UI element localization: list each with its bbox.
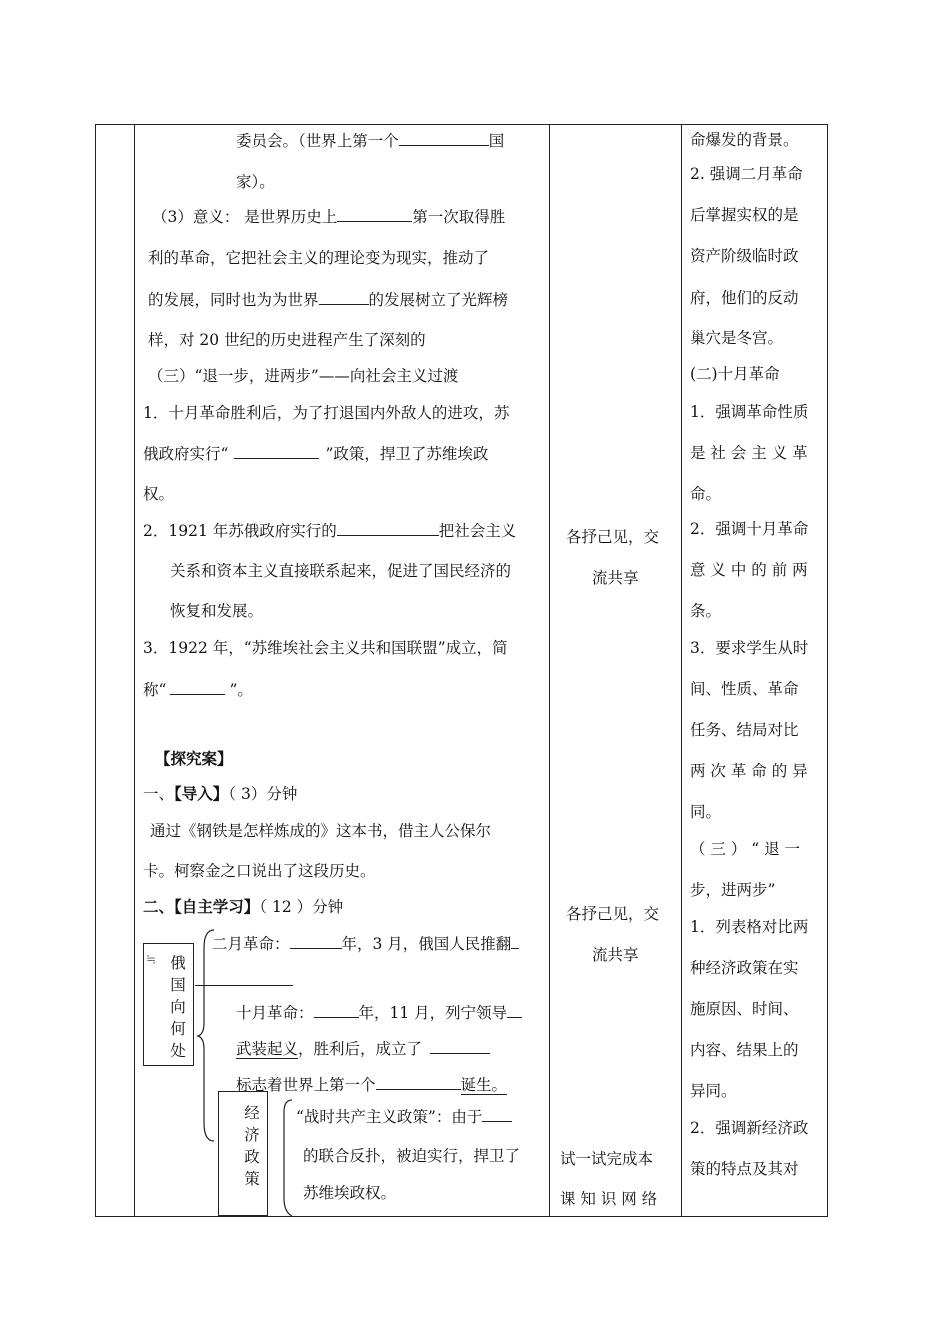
note-line: 间、性质、革命 (690, 680, 799, 698)
war-communism-line: “战时共产主义政策”：由于 (296, 1106, 512, 1127)
activity-text: 流共享 (592, 946, 639, 964)
feb-revolution-line: 二月革命： 年，3 月，俄国人民推翻 (212, 933, 519, 954)
note-line: 2．强调新经济政 (690, 1119, 809, 1137)
note-line: 命爆发的背景。 (690, 131, 799, 149)
text-line: 的发展，同时也为为世界 的发展树立了光辉榜 (148, 291, 509, 309)
activity-text: 各抒己见，交 (566, 905, 660, 923)
section-heading: （三）“退一步，进两步”——向社会主义过渡 (148, 367, 459, 385)
text-line: 卡。柯察金之口说出了这段历史。 (143, 862, 376, 880)
text-line: 俄政府实行“ ”政策，捍卫了苏维埃政 (143, 445, 489, 463)
text-line: 利的革命，它把社会主义的理论变为现实，推动了 (148, 249, 490, 267)
note-line: 3．要求学生从时 (690, 639, 809, 657)
blank-line (195, 985, 293, 986)
note-line: 资产阶级临时政 (690, 247, 799, 265)
text-line: 2．1921 年苏俄政府实行的 把社会主义 (143, 522, 517, 540)
text-line: 称“ ”。 (143, 681, 253, 699)
text-line: 通过《钢铁是怎样炼成的》这本书，借主人公保尔 (150, 822, 492, 840)
note-line: 同。 (690, 803, 722, 821)
note-line: 种经济政策在实 (690, 959, 799, 977)
text-line: （3）意义： 是世界历史上 第一次取得胜 (152, 208, 506, 226)
box-russia-direction-label: 俄国向何处 (170, 954, 186, 1060)
note-line: （ 三 ） “ 退 一 (690, 840, 801, 858)
mark-line: 标志着世界上第一个 诞生。 (236, 1076, 508, 1094)
note-line: 施原因、时间、 (690, 1000, 799, 1018)
activity-text: 流共享 (592, 569, 639, 587)
text-line: 委员会。（世界上第一个 国 (236, 132, 505, 150)
war-communism-line-2: 的联合反扑，被迫实行，捍卫了 (303, 1147, 521, 1165)
note-line: 1．强调革命性质 (690, 403, 809, 421)
note-line: 2. 强调二月革命 (690, 165, 803, 183)
brace-economic (278, 1098, 294, 1218)
note-line: 内容、结果上的 (690, 1041, 799, 1059)
section-title-tanjiu: 【探究案】 (155, 750, 233, 768)
text-line: 关系和资本主义直接联系起来，促进了国民经济的 (170, 562, 512, 580)
war-communism-line-3: 苏维埃政权。 (303, 1184, 397, 1202)
brace-left (196, 928, 216, 1143)
note-line: 命。 (690, 485, 722, 503)
text-line: 样，对 20 世纪的历史进程产生了深刻的 (148, 331, 426, 349)
text-line: 权。 (143, 485, 175, 503)
note-line: (二)十月革命 (690, 365, 780, 383)
note-line: 异同。 (690, 1082, 737, 1100)
text-line: 家）。 (236, 173, 275, 191)
note-line: 1．列表格对比两 (690, 918, 809, 936)
note-line: 意 义 中 的 前 两 (690, 561, 808, 579)
note-line: 策的特点及其对 (690, 1160, 799, 1178)
box-economic-policy-label: 经济政策 (244, 1104, 260, 1188)
armed-uprising-line: 武装起义，胜利后，成立了 (236, 1038, 490, 1059)
text-line: 3．1922 年，“苏维埃社会主义共和国联盟”成立，简 (143, 639, 508, 657)
note-line: 任务、结局对比 (690, 721, 799, 739)
zizhu-heading: 二、【自主学习】（ 12 ）分钟 (143, 898, 344, 916)
activity-text: 各抒己见，交 (566, 528, 660, 546)
oct-revolution-line: 十月革命： 年，11 月，列宁领导 (236, 1002, 522, 1023)
activity-text: 试一试完成本 (560, 1150, 654, 1168)
note-line: 两 次 革 命 的 异 (690, 762, 808, 780)
text-line: 1．十月革命胜利后，为了打退国内外敌人的进攻，苏 (143, 404, 510, 422)
activity-text: 课 知 识 网 络 (560, 1190, 658, 1208)
note-line: 步，进两步” (690, 881, 776, 899)
note-line: 巢穴是冬宫。 (690, 329, 784, 347)
note-line: 府，他们的反动 (690, 289, 799, 307)
note-line: 是 社 会 主 义 革 (690, 444, 808, 462)
note-line: 条。 (690, 602, 722, 620)
daoru-heading: 一、【导入】（ 3）分钟 (143, 785, 298, 803)
small-mark: ≒ (146, 952, 157, 966)
text-line: 恢复和发展。 (170, 602, 264, 620)
note-line: 后掌握实权的是 (690, 206, 799, 224)
note-line: 2．强调十月革命 (690, 520, 809, 538)
